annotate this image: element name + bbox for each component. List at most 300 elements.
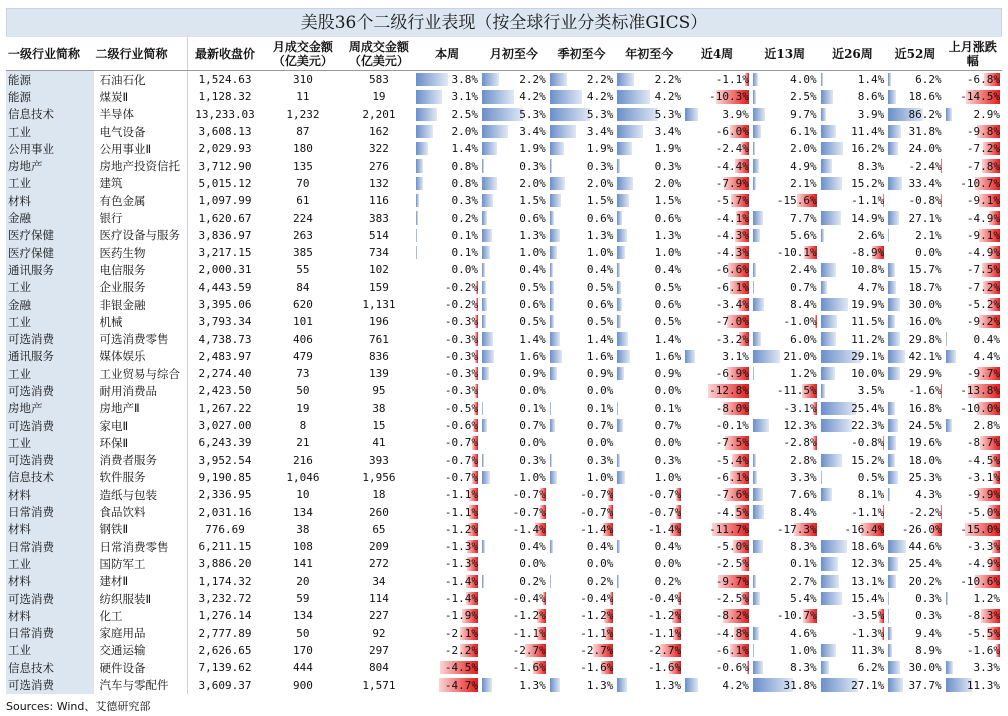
turnover-cell: 139 (369, 367, 389, 381)
return-value: 4.7% (857, 280, 885, 294)
turnover-cell: 216 (292, 453, 313, 467)
turnover-cell: 444 (292, 661, 313, 675)
level2-industry-cell: 公用事业Ⅱ (94, 140, 188, 157)
return-cell (414, 382, 480, 399)
turnover-cell: 836 (369, 349, 389, 363)
return-cell (944, 590, 1002, 607)
return-cell (819, 469, 887, 486)
return-cell (480, 106, 548, 123)
return-cell (683, 244, 751, 261)
turnover-cell: 162 (369, 125, 389, 139)
return-cell (548, 400, 616, 417)
return-value: -17.3% (776, 522, 817, 536)
return-cell (819, 417, 887, 434)
return-value: 11.3% (966, 678, 1000, 692)
return-value: 3.8% (451, 73, 478, 87)
return-cell (751, 175, 819, 192)
return-value: -4.3% (715, 246, 749, 260)
level1-industry-cell: 房地产 (6, 400, 94, 417)
return-value: -1.1% (851, 505, 885, 519)
return-cell (944, 642, 1002, 659)
return-cell (414, 607, 480, 624)
return-value: 0.2% (519, 574, 546, 588)
return-cell (751, 244, 819, 261)
close-price-cell: 3,836.97 (198, 228, 252, 242)
return-value: 0.9% (654, 367, 682, 381)
level2-industry-cell: 汽车与零配件 (94, 676, 188, 693)
return-value: -0.3% (444, 315, 478, 329)
return-cell (683, 123, 751, 140)
return-cell (751, 642, 819, 659)
level1-industry-cell: 工业 (6, 279, 94, 296)
return-value: -8.0% (715, 401, 749, 415)
return-value: 16.8% (908, 401, 942, 415)
return-cell (819, 625, 887, 642)
table-row (6, 625, 1002, 642)
table-row (6, 227, 1002, 244)
return-value: 0.6% (654, 298, 682, 311)
return-value: -3.1% (783, 401, 817, 415)
return-value: 0.4% (586, 540, 614, 554)
level2-industry-cell: 日常消费零售 (94, 538, 188, 555)
return-cell (414, 157, 480, 174)
close-price-cell: 1,128.32 (198, 90, 252, 104)
return-cell (414, 209, 480, 226)
return-cell (944, 175, 1002, 192)
return-cell (944, 555, 1002, 572)
return-value: -7.0% (715, 315, 749, 329)
table-title: 美股36个二级行业表现（按全球行业分类标准GICS） (6, 8, 1002, 37)
return-cell (886, 521, 943, 538)
close-price-cell: 2,777.89 (198, 626, 252, 640)
turnover-cell: 159 (369, 280, 389, 294)
return-value: -0.1% (715, 419, 749, 433)
level1-industry-cell: 材料 (6, 486, 94, 503)
level1-industry-cell: 金融 (6, 209, 94, 226)
return-value: 8.3% (790, 661, 817, 675)
return-value: 0.5% (586, 315, 614, 329)
return-cell (944, 157, 1002, 174)
close-price-cell: 1,276.14 (198, 609, 252, 623)
turnover-cell: 260 (369, 505, 389, 519)
return-cell (886, 642, 943, 659)
return-cell (751, 486, 819, 503)
return-value: -10.0% (960, 401, 1000, 415)
return-cell (548, 607, 616, 624)
table-row (6, 382, 1002, 399)
return-cell (414, 503, 480, 520)
table-row (6, 573, 1002, 590)
return-cell (751, 521, 819, 538)
return-cell (751, 625, 819, 642)
return-value: 8.3% (857, 159, 885, 173)
turnover-cell: 224 (292, 211, 313, 225)
return-value: 2.4% (790, 263, 817, 277)
return-cell (751, 382, 819, 399)
return-cell (819, 71, 887, 89)
return-value: 4.9% (790, 159, 817, 173)
return-value: -4.5% (966, 453, 1000, 467)
return-cell (751, 573, 819, 590)
level2-industry-cell: 企业服务 (94, 279, 188, 296)
return-value: -2.5% (715, 557, 749, 571)
level1-industry-cell: 日常消费 (6, 503, 94, 520)
return-cell (615, 279, 683, 296)
return-cell (751, 469, 819, 486)
return-cell (819, 348, 887, 365)
return-value: 2.5% (451, 107, 478, 121)
return-cell (886, 88, 943, 105)
return-value: 8.9% (915, 643, 942, 657)
return-value: -0.7% (648, 488, 682, 502)
return-cell (548, 625, 616, 642)
return-value: 0.8% (451, 159, 478, 173)
return-value: -8.7% (966, 436, 1000, 450)
return-value: -0.4% (580, 592, 614, 606)
return-cell (944, 452, 1002, 469)
return-value: -1.6% (648, 661, 682, 675)
return-value: -9.1% (966, 194, 1000, 208)
return-cell (886, 503, 943, 520)
return-cell (751, 71, 819, 89)
return-cell (819, 313, 887, 330)
level1-industry-cell: 能源 (6, 71, 94, 89)
return-cell (480, 486, 548, 503)
return-cell (548, 365, 616, 382)
turnover-cell: 141 (292, 557, 313, 571)
return-value: -13.8% (960, 384, 1000, 398)
level1-industry-cell: 材料 (6, 573, 94, 590)
turnover-cell: 102 (369, 263, 389, 277)
close-price-cell: 13,233.03 (195, 107, 255, 121)
table-row (6, 348, 1002, 365)
return-cell (548, 503, 616, 520)
return-cell (480, 296, 548, 313)
return-cell (615, 244, 683, 261)
return-cell (480, 192, 548, 209)
return-cell (414, 642, 480, 659)
close-price-cell: 776.69 (205, 522, 245, 536)
return-cell (615, 192, 683, 209)
return-cell (683, 313, 751, 330)
return-cell (414, 417, 480, 434)
table-row (6, 400, 1002, 417)
return-value: 1.2% (790, 367, 817, 381)
turnover-cell: 180 (292, 142, 313, 156)
return-value: 3.9% (722, 107, 749, 121)
return-cell (414, 434, 480, 451)
table-row (6, 365, 1002, 382)
return-value: 18.6% (908, 90, 942, 104)
return-value: 0.1% (790, 557, 817, 571)
table-row (6, 157, 1002, 174)
return-value: -5.7% (715, 194, 749, 208)
return-cell (886, 417, 943, 434)
return-value: -1.4% (648, 522, 682, 536)
return-cell (615, 538, 683, 555)
return-value: -4.7% (444, 678, 478, 692)
return-cell (480, 175, 548, 192)
return-value: 0.1% (451, 246, 478, 260)
table-row (6, 434, 1002, 451)
return-value: 1.4% (654, 332, 682, 346)
level1-industry-cell: 工业 (6, 434, 94, 451)
return-cell (683, 659, 751, 676)
return-value: 0.2% (586, 574, 614, 588)
return-value: 42.1% (908, 349, 942, 363)
return-value: 2.5% (790, 90, 817, 104)
column-header: 二级行业简称 (94, 37, 188, 71)
level2-industry-cell: 半导体 (94, 106, 188, 123)
return-value: -1.4% (512, 522, 546, 536)
return-cell (414, 452, 480, 469)
level2-industry-cell: 非银金融 (94, 296, 188, 313)
return-value: 1.3% (654, 228, 682, 242)
level1-industry-cell: 通讯服务 (6, 348, 94, 365)
return-value: -0.4% (512, 592, 546, 606)
return-value: 9.4% (915, 626, 942, 640)
table-row (6, 71, 1002, 89)
return-value: 0.1% (586, 401, 614, 415)
return-cell (414, 123, 480, 140)
return-cell (886, 140, 943, 157)
turnover-cell: 134 (292, 609, 313, 623)
return-cell (886, 192, 943, 209)
return-value: -5.5% (966, 626, 1000, 640)
return-cell (944, 469, 1002, 486)
return-value: 0.6% (586, 298, 614, 311)
level1-industry-cell: 材料 (6, 192, 94, 209)
level2-industry-cell: 媒体娱乐 (94, 348, 188, 365)
return-cell (944, 88, 1002, 105)
table-row (6, 590, 1002, 607)
return-value: -3.1% (966, 470, 1000, 484)
return-value: -3.5% (851, 609, 885, 623)
turnover-cell: 95 (372, 384, 386, 398)
return-value: 1.0% (654, 470, 682, 484)
return-cell (414, 71, 480, 89)
return-value: 11.3% (851, 643, 885, 657)
turnover-cell: 276 (369, 159, 389, 173)
return-cell (683, 573, 751, 590)
return-value: -0.8% (908, 194, 942, 208)
return-value: 0.1% (451, 228, 478, 242)
return-value: -0.7% (648, 505, 682, 519)
return-cell (548, 573, 616, 590)
return-value: -6.9% (715, 367, 749, 381)
return-value: -2.7% (512, 643, 546, 657)
level1-industry-cell: 工业 (6, 123, 94, 140)
return-value: 11.4% (851, 125, 885, 139)
return-cell (480, 538, 548, 555)
return-cell (819, 244, 887, 261)
turnover-cell: 1,571 (362, 678, 396, 692)
close-price-cell: 3,886.20 (198, 557, 252, 571)
turnover-cell: 196 (369, 315, 389, 329)
return-value: 25.4% (851, 401, 885, 415)
column-header: 周成交金额（亿美元） (344, 37, 415, 71)
table-row (6, 140, 1002, 157)
return-cell (683, 330, 751, 347)
return-cell (683, 676, 751, 693)
return-cell (751, 261, 819, 278)
close-price-cell: 6,211.15 (198, 540, 252, 554)
return-cell (886, 400, 943, 417)
table-row (6, 642, 1002, 659)
return-cell (615, 659, 683, 676)
table-row (6, 555, 1002, 572)
return-cell (751, 659, 819, 676)
return-cell (944, 486, 1002, 503)
return-cell (548, 175, 616, 192)
return-value: 0.0% (451, 263, 478, 277)
return-value: -7.6% (715, 488, 749, 502)
return-value: -1.6% (908, 384, 942, 398)
level2-industry-cell: 工业贸易与综合 (94, 365, 188, 382)
return-cell (683, 279, 751, 296)
turnover-cell: 135 (292, 159, 313, 173)
return-value: 0.8% (451, 176, 478, 190)
return-value: 0.3% (519, 453, 546, 467)
close-price-cell: 2,029.93 (198, 142, 252, 156)
return-cell (480, 123, 548, 140)
return-value: 2.0% (586, 176, 614, 190)
return-value: 29.9% (908, 367, 942, 381)
return-value: -7.5% (966, 263, 1000, 277)
return-cell (886, 555, 943, 572)
return-cell (615, 573, 683, 590)
return-cell (886, 590, 943, 607)
turnover-cell: 393 (369, 453, 389, 467)
return-value: 1.3% (586, 678, 614, 692)
level2-industry-cell: 家电Ⅱ (94, 417, 188, 434)
industry-performance-table (6, 37, 1002, 694)
column-header: 上月涨跌幅 (944, 37, 1002, 71)
close-price-cell: 3,712.90 (198, 159, 252, 173)
return-value: 1.6% (586, 349, 614, 363)
return-value: -6.1% (715, 643, 749, 657)
return-cell (615, 296, 683, 313)
return-cell (944, 192, 1002, 209)
return-value: 10.8% (851, 263, 885, 277)
return-value: -1.3% (851, 626, 885, 640)
return-value: 5.6% (790, 228, 817, 242)
return-cell (886, 573, 943, 590)
return-cell (615, 625, 683, 642)
return-value: 2.8% (790, 453, 817, 467)
return-value: 33.4% (908, 176, 942, 190)
return-value: 15.7% (908, 263, 942, 277)
turnover-cell: 263 (292, 228, 313, 242)
return-value: 11.5% (851, 315, 885, 329)
turnover-cell: 38 (296, 522, 310, 536)
return-cell (819, 192, 887, 209)
return-cell (615, 71, 683, 89)
return-value: 0.4% (654, 263, 682, 277)
turnover-cell: 59 (296, 592, 310, 606)
level1-industry-cell: 可选消费 (6, 676, 94, 693)
turnover-cell: 19 (296, 401, 310, 415)
return-cell (548, 261, 616, 278)
turnover-cell: 21 (296, 436, 310, 450)
return-cell (683, 469, 751, 486)
return-value: -3.2% (715, 332, 749, 346)
turnover-cell: 41 (372, 436, 386, 450)
return-cell (944, 434, 1002, 451)
close-price-cell: 3,609.37 (198, 678, 252, 692)
return-cell (414, 573, 480, 590)
return-value: 6.1% (790, 125, 817, 139)
return-cell (548, 313, 616, 330)
return-value: 10.0% (851, 367, 885, 381)
return-cell (683, 227, 751, 244)
return-value: 3.5% (857, 384, 885, 398)
return-value: 0.0% (586, 436, 614, 450)
return-cell (751, 88, 819, 105)
return-value: -1.4% (444, 574, 478, 588)
return-value: 31.8% (908, 125, 942, 139)
return-value: 3.3% (973, 661, 1000, 675)
return-cell (480, 659, 548, 676)
turnover-cell: 2,201 (362, 107, 396, 121)
return-value: 8.1% (857, 488, 885, 502)
return-value: 2.2% (586, 73, 614, 87)
return-value: 2.2% (519, 73, 546, 87)
return-value: 3.4% (654, 125, 682, 139)
return-value: 18.6% (851, 540, 885, 554)
level2-industry-cell: 医疗设备与服务 (94, 227, 188, 244)
level1-industry-cell: 材料 (6, 521, 94, 538)
return-cell (480, 607, 548, 624)
return-value: 0.0% (519, 384, 546, 398)
return-cell (683, 625, 751, 642)
return-cell (683, 486, 751, 503)
close-price-cell: 1,174.32 (198, 574, 252, 588)
return-cell (751, 209, 819, 226)
return-cell (548, 434, 616, 451)
return-cell (615, 434, 683, 451)
return-value: 5.3% (519, 107, 546, 121)
level2-industry-cell: 电气设备 (94, 123, 188, 140)
return-cell (819, 486, 887, 503)
return-value: 18.0% (908, 453, 942, 467)
return-value: 1.3% (519, 678, 546, 692)
return-cell (944, 382, 1002, 399)
return-cell (414, 88, 480, 105)
return-value: -7.5% (715, 436, 749, 450)
return-value: 0.0% (654, 436, 682, 450)
return-cell (819, 296, 887, 313)
return-cell (751, 503, 819, 520)
return-cell (615, 106, 683, 123)
return-cell (944, 209, 1002, 226)
return-value: 7.6% (790, 488, 817, 502)
return-cell (615, 486, 683, 503)
return-value: -6.8% (966, 73, 1000, 87)
return-cell (944, 538, 1002, 555)
return-cell (615, 469, 683, 486)
return-cell (819, 538, 887, 555)
return-value: 5.3% (654, 107, 682, 121)
return-cell (414, 140, 480, 157)
return-value: 1.4% (857, 73, 885, 87)
turnover-cell: 761 (369, 332, 389, 346)
return-cell (548, 330, 616, 347)
return-value: 1.4% (519, 332, 546, 346)
return-value: 0.0% (654, 384, 682, 398)
column-header: 季初至今 (548, 37, 616, 71)
return-cell (886, 469, 943, 486)
